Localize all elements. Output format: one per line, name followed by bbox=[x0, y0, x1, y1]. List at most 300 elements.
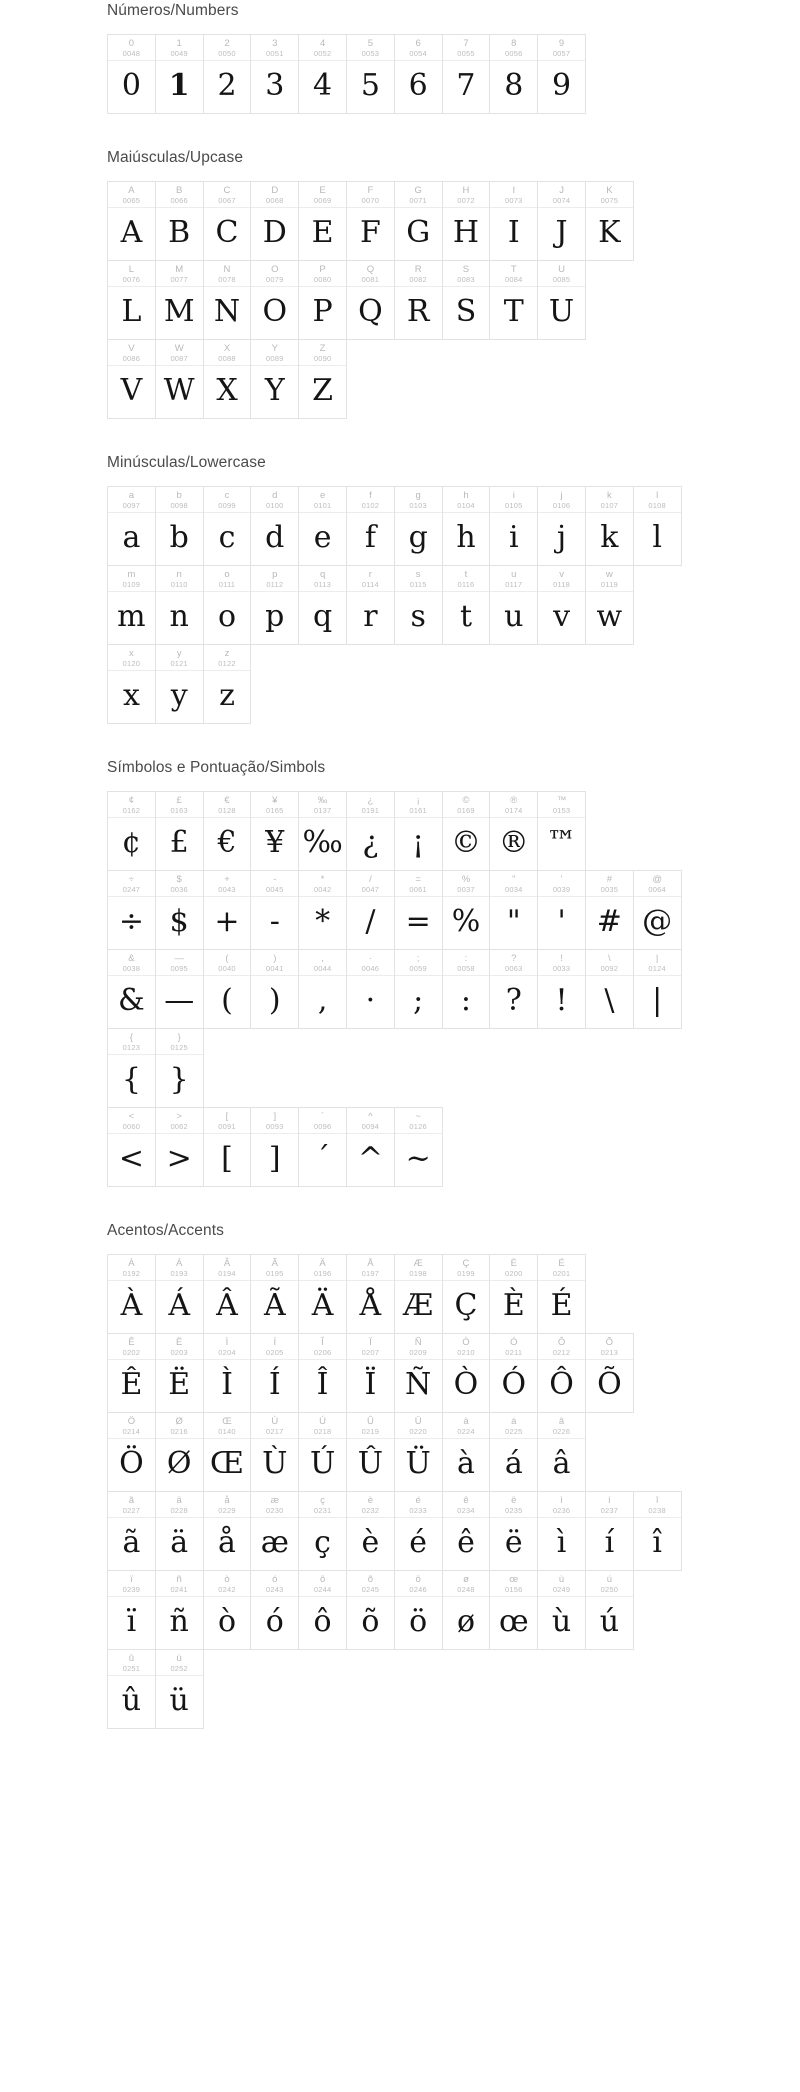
glyph-cell[interactable] bbox=[203, 1254, 252, 1334]
glyph-cell[interactable] bbox=[585, 949, 634, 1029]
glyph-code: 0049 bbox=[170, 49, 188, 58]
glyph-section bbox=[0, 452, 800, 723]
glyph-code: 0242 bbox=[218, 1585, 236, 1594]
glyph-sample: 2 bbox=[217, 68, 237, 103]
glyph-sample: Õ bbox=[597, 1367, 622, 1402]
glyph-cell[interactable] bbox=[298, 791, 347, 871]
glyph-row bbox=[107, 486, 693, 565]
glyph-sample: | bbox=[652, 983, 663, 1018]
glyph-cell[interactable] bbox=[298, 181, 347, 261]
glyph-cell[interactable] bbox=[298, 260, 347, 340]
glyph-sample: P bbox=[312, 294, 333, 329]
glyph-code: 0117 bbox=[505, 580, 523, 589]
glyph-cell[interactable] bbox=[346, 260, 395, 340]
glyph-cell[interactable] bbox=[203, 486, 252, 566]
glyph-label: C bbox=[223, 185, 231, 196]
glyph-cell[interactable] bbox=[203, 339, 252, 419]
glyph-cell[interactable] bbox=[394, 1570, 443, 1650]
glyph-cell[interactable] bbox=[489, 1333, 538, 1413]
glyph-label: 6 bbox=[415, 38, 421, 49]
glyph-cell[interactable] bbox=[489, 486, 538, 566]
glyph-sample: ® bbox=[498, 825, 529, 860]
glyph-cell[interactable] bbox=[346, 486, 395, 566]
glyph-cell[interactable] bbox=[203, 791, 252, 871]
glyph-cell[interactable] bbox=[585, 1491, 634, 1571]
glyph-meta bbox=[395, 1571, 442, 1597]
glyph-cell[interactable] bbox=[585, 1333, 634, 1413]
glyph-meta bbox=[490, 1492, 537, 1518]
glyph-meta bbox=[347, 792, 394, 818]
glyph-sample: æ bbox=[260, 1525, 289, 1560]
glyph-cell[interactable] bbox=[442, 791, 491, 871]
glyph-cell[interactable] bbox=[442, 1570, 491, 1650]
glyph-sample: X bbox=[216, 373, 238, 408]
glyph-sample: ´ bbox=[315, 1141, 331, 1176]
glyph-cell[interactable] bbox=[585, 1570, 634, 1650]
glyph-cell[interactable] bbox=[155, 565, 204, 645]
glyph-cell[interactable] bbox=[537, 34, 586, 114]
glyph-cell[interactable] bbox=[346, 1570, 395, 1650]
glyph-cell[interactable] bbox=[537, 1491, 586, 1571]
glyph-label: ö bbox=[415, 1574, 421, 1585]
glyph-code: 0204 bbox=[218, 1348, 236, 1357]
glyph-code: 0106 bbox=[552, 501, 571, 510]
glyph-meta bbox=[490, 1571, 537, 1597]
glyph-code: 0203 bbox=[170, 1348, 188, 1357]
glyph-code: 0080 bbox=[313, 275, 332, 284]
glyph-cell[interactable] bbox=[442, 949, 491, 1029]
glyph-cell[interactable] bbox=[250, 870, 299, 950]
glyph-cell[interactable] bbox=[250, 181, 299, 261]
glyph-label: ) bbox=[273, 953, 277, 964]
glyph-cell[interactable] bbox=[537, 1412, 586, 1492]
glyph-cell[interactable] bbox=[203, 260, 252, 340]
glyph-code: 0250 bbox=[600, 1585, 619, 1594]
glyph-meta bbox=[443, 1413, 490, 1439]
glyph-meta bbox=[156, 950, 203, 976]
glyph-label: X bbox=[223, 343, 231, 354]
glyph-section bbox=[0, 147, 800, 418]
glyph-cell[interactable] bbox=[250, 486, 299, 566]
glyph-meta bbox=[251, 487, 298, 513]
glyph-cell[interactable] bbox=[442, 1254, 491, 1334]
glyph-cell[interactable] bbox=[442, 870, 491, 950]
glyph-cell[interactable] bbox=[203, 1412, 252, 1492]
glyph-cell[interactable] bbox=[250, 339, 299, 419]
glyph-sample: Ä bbox=[311, 1288, 334, 1323]
glyph-cell[interactable] bbox=[250, 1333, 299, 1413]
glyph-cell[interactable] bbox=[489, 1412, 538, 1492]
glyph-code: 0124 bbox=[648, 964, 666, 973]
glyph-cell[interactable] bbox=[155, 339, 204, 419]
glyph-sample: r bbox=[363, 599, 378, 634]
glyph-label: ø bbox=[463, 1574, 469, 1585]
glyph-code: 0033 bbox=[552, 964, 571, 973]
glyph-code: 0118 bbox=[553, 580, 571, 589]
glyph-meta bbox=[395, 871, 442, 897]
glyph-sample: ? bbox=[505, 983, 522, 1018]
glyph-sample: 5 bbox=[360, 68, 380, 103]
glyph-cell[interactable] bbox=[298, 565, 347, 645]
glyph-sample: / bbox=[365, 904, 376, 939]
glyph-sample: Ö bbox=[119, 1446, 144, 1481]
glyph-cell[interactable] bbox=[250, 949, 299, 1029]
glyph-cell[interactable] bbox=[155, 644, 204, 724]
glyph-cell[interactable] bbox=[537, 181, 586, 261]
glyph-cell[interactable] bbox=[107, 1254, 156, 1334]
glyph-cell[interactable] bbox=[155, 949, 204, 1029]
glyph-meta bbox=[347, 261, 394, 287]
glyph-sample: í bbox=[604, 1525, 615, 1560]
glyph-label: p bbox=[272, 569, 278, 580]
glyph-cell[interactable] bbox=[155, 1028, 204, 1108]
glyph-cell[interactable] bbox=[346, 870, 395, 950]
glyph-meta bbox=[490, 261, 537, 287]
glyph-meta bbox=[538, 792, 585, 818]
glyph-cell[interactable] bbox=[250, 791, 299, 871]
glyph-cell[interactable] bbox=[250, 1491, 299, 1571]
glyph-cell[interactable] bbox=[633, 486, 682, 566]
glyph-sample: j bbox=[556, 520, 567, 555]
glyph-code: 0243 bbox=[266, 1585, 284, 1594]
glyph-label: z bbox=[224, 648, 230, 659]
glyph-cell[interactable] bbox=[155, 1254, 204, 1334]
glyph-meta bbox=[538, 487, 585, 513]
glyph-label: Q bbox=[366, 264, 375, 275]
glyph-cell[interactable] bbox=[155, 1107, 204, 1187]
glyph-label: u bbox=[511, 569, 517, 580]
glyph-cell[interactable] bbox=[155, 870, 204, 950]
glyph-meta bbox=[251, 1571, 298, 1597]
glyph-cell[interactable] bbox=[107, 1107, 156, 1187]
glyph-cell[interactable] bbox=[203, 34, 252, 114]
glyph-sample: ~ bbox=[405, 1141, 431, 1176]
glyph-cell[interactable] bbox=[298, 1412, 347, 1492]
glyph-label: " bbox=[512, 874, 516, 885]
glyph-sample: y bbox=[170, 678, 188, 713]
glyph-row bbox=[107, 1649, 693, 1728]
glyph-cell[interactable] bbox=[203, 1491, 252, 1571]
glyph-cell[interactable] bbox=[394, 791, 443, 871]
glyph-cell[interactable] bbox=[155, 1412, 204, 1492]
glyph-cell[interactable] bbox=[585, 486, 634, 566]
glyph-cell[interactable] bbox=[346, 34, 395, 114]
glyph-sample: f bbox=[364, 520, 376, 555]
glyph-label: W bbox=[174, 343, 184, 354]
glyph-cell[interactable] bbox=[394, 1254, 443, 1334]
glyph-cell[interactable] bbox=[394, 34, 443, 114]
glyph-cell[interactable] bbox=[155, 260, 204, 340]
glyph-sample: a bbox=[122, 520, 141, 555]
glyph-sample: q bbox=[312, 599, 333, 634]
glyph-meta bbox=[156, 1255, 203, 1281]
glyph-cell[interactable] bbox=[489, 260, 538, 340]
glyph-cell[interactable] bbox=[537, 791, 586, 871]
glyph-cell[interactable] bbox=[585, 565, 634, 645]
glyph-cell[interactable] bbox=[394, 1412, 443, 1492]
glyph-sample: ô bbox=[313, 1604, 332, 1639]
glyph-cell[interactable] bbox=[346, 1412, 395, 1492]
glyph-code: 0200 bbox=[505, 1269, 523, 1278]
glyph-cell[interactable] bbox=[537, 949, 586, 1029]
glyph-cell[interactable] bbox=[203, 949, 252, 1029]
glyph-cell[interactable] bbox=[298, 1107, 347, 1187]
glyph-label: Æ bbox=[413, 1258, 423, 1269]
glyph-code: 0043 bbox=[218, 885, 236, 894]
glyph-cell[interactable] bbox=[346, 1491, 395, 1571]
glyph-cell[interactable] bbox=[203, 565, 252, 645]
glyph-cell[interactable] bbox=[442, 486, 491, 566]
glyph-cell[interactable] bbox=[155, 1333, 204, 1413]
glyph-cell[interactable] bbox=[346, 565, 395, 645]
glyph-cell[interactable] bbox=[107, 181, 156, 261]
glyph-cell[interactable] bbox=[250, 260, 299, 340]
glyph-cell[interactable] bbox=[537, 565, 586, 645]
glyph-sample: C bbox=[215, 215, 239, 250]
glyph-code: 0195 bbox=[266, 1269, 284, 1278]
glyph-cell[interactable] bbox=[298, 1570, 347, 1650]
glyph-cell[interactable] bbox=[203, 1570, 252, 1650]
glyph-label: 9 bbox=[558, 38, 565, 49]
glyph-sample: p bbox=[265, 599, 285, 634]
glyph-cell[interactable] bbox=[489, 181, 538, 261]
glyph-cell[interactable] bbox=[346, 1333, 395, 1413]
glyph-cell[interactable] bbox=[442, 260, 491, 340]
glyph-sample: Ç bbox=[454, 1288, 478, 1323]
glyph-cell[interactable] bbox=[346, 1107, 395, 1187]
glyph-cell[interactable] bbox=[155, 181, 204, 261]
glyph-sample: L bbox=[121, 294, 142, 329]
glyph-cell[interactable] bbox=[298, 1254, 347, 1334]
glyph-cell[interactable] bbox=[537, 1254, 586, 1334]
glyph-meta bbox=[299, 871, 346, 897]
glyph-cell[interactable] bbox=[394, 565, 443, 645]
glyph-meta bbox=[108, 1492, 155, 1518]
glyph-meta bbox=[108, 871, 155, 897]
glyph-meta bbox=[538, 1334, 585, 1360]
glyph-meta bbox=[395, 261, 442, 287]
glyph-cell[interactable] bbox=[537, 260, 586, 340]
glyph-cell[interactable] bbox=[107, 1649, 156, 1729]
glyph-code: 0102 bbox=[361, 501, 380, 510]
glyph-code: 0071 bbox=[409, 196, 427, 205]
glyph-code: 0113 bbox=[314, 580, 332, 589]
glyph-label: Ê bbox=[128, 1337, 135, 1348]
glyph-cell[interactable] bbox=[107, 870, 156, 950]
glyph-code: 0137 bbox=[313, 806, 332, 815]
glyph-cell[interactable] bbox=[107, 34, 156, 114]
glyph-cell[interactable] bbox=[298, 339, 347, 419]
glyph-cell[interactable] bbox=[107, 260, 156, 340]
glyph-cell[interactable] bbox=[537, 1570, 586, 1650]
glyph-meta bbox=[156, 792, 203, 818]
glyph-label: ¡ bbox=[416, 795, 420, 806]
glyph-cell[interactable] bbox=[203, 181, 252, 261]
glyph-label: À bbox=[128, 1258, 135, 1269]
glyph-row bbox=[107, 260, 693, 339]
glyph-cell[interactable] bbox=[107, 1491, 156, 1571]
glyph-sample: e bbox=[313, 520, 332, 555]
glyph-cell[interactable] bbox=[633, 870, 682, 950]
glyph-label: Ô bbox=[557, 1337, 566, 1348]
glyph-cell[interactable] bbox=[107, 486, 156, 566]
glyph-label: + bbox=[224, 874, 230, 885]
glyph-cell[interactable] bbox=[250, 1254, 299, 1334]
glyph-meta bbox=[251, 340, 298, 366]
glyph-cell[interactable] bbox=[155, 486, 204, 566]
glyph-cell[interactable] bbox=[250, 1107, 299, 1187]
glyph-label: j bbox=[560, 490, 563, 501]
glyph-cell[interactable] bbox=[155, 1491, 204, 1571]
glyph-sample: Ô bbox=[549, 1367, 574, 1402]
glyph-code: 0246 bbox=[409, 1585, 427, 1594]
glyph-sample: É bbox=[550, 1288, 573, 1323]
glyph-cell[interactable] bbox=[489, 34, 538, 114]
glyph-cell[interactable] bbox=[155, 34, 204, 114]
glyph-cell[interactable] bbox=[298, 1491, 347, 1571]
glyph-code: 0211 bbox=[505, 1348, 523, 1357]
glyph-cell[interactable] bbox=[203, 1333, 252, 1413]
glyph-cell[interactable] bbox=[298, 34, 347, 114]
glyph-code: 0207 bbox=[361, 1348, 380, 1357]
glyph-label: Í bbox=[273, 1337, 277, 1348]
glyph-cell[interactable] bbox=[298, 486, 347, 566]
glyph-cell[interactable] bbox=[394, 1333, 443, 1413]
glyph-cell[interactable] bbox=[107, 1412, 156, 1492]
glyph-cell[interactable] bbox=[107, 339, 156, 419]
glyph-code: 0213 bbox=[600, 1348, 619, 1357]
glyph-label: { bbox=[129, 1032, 133, 1043]
glyph-cell[interactable] bbox=[250, 34, 299, 114]
glyph-sample: & bbox=[118, 983, 145, 1018]
glyph-meta bbox=[490, 1334, 537, 1360]
glyph-cell[interactable] bbox=[537, 486, 586, 566]
glyph-cell[interactable] bbox=[298, 1333, 347, 1413]
glyph-cell[interactable] bbox=[442, 181, 491, 261]
glyph-cell[interactable] bbox=[394, 486, 443, 566]
glyph-meta bbox=[108, 950, 155, 976]
glyph-cell[interactable] bbox=[633, 949, 682, 1029]
glyph-cell[interactable] bbox=[394, 181, 443, 261]
glyph-cell[interactable] bbox=[537, 870, 586, 950]
glyph-cell[interactable] bbox=[394, 870, 443, 950]
glyph-cell[interactable] bbox=[346, 1254, 395, 1334]
glyph-cell[interactable] bbox=[155, 1570, 204, 1650]
glyph-cell[interactable] bbox=[346, 949, 395, 1029]
glyph-cell[interactable] bbox=[107, 644, 156, 724]
glyph-cell[interactable] bbox=[107, 1333, 156, 1413]
glyph-sample: Ë bbox=[168, 1367, 191, 1402]
glyph-cell[interactable] bbox=[107, 949, 156, 1029]
glyph-code: 0119 bbox=[600, 580, 618, 589]
glyph-cell[interactable] bbox=[203, 870, 252, 950]
glyph-cell[interactable] bbox=[250, 1412, 299, 1492]
glyph-cell[interactable] bbox=[489, 949, 538, 1029]
glyph-cell[interactable] bbox=[489, 565, 538, 645]
glyph-cell[interactable] bbox=[250, 565, 299, 645]
glyph-cell[interactable] bbox=[489, 1570, 538, 1650]
glyph-cell[interactable] bbox=[585, 181, 634, 261]
glyph-label: 8 bbox=[511, 38, 517, 49]
glyph-cell[interactable] bbox=[155, 1649, 204, 1729]
glyph-cell[interactable] bbox=[107, 1028, 156, 1108]
glyph-sample: ì bbox=[556, 1525, 567, 1560]
glyph-sample: h bbox=[456, 520, 476, 555]
glyph-meta bbox=[586, 950, 633, 976]
glyph-code: 0114 bbox=[361, 580, 379, 589]
glyph-sample: , bbox=[317, 983, 328, 1018]
glyph-label: Ö bbox=[127, 1416, 136, 1427]
glyph-meta bbox=[490, 35, 537, 61]
glyph-cell[interactable] bbox=[346, 791, 395, 871]
glyph-cell[interactable] bbox=[442, 565, 491, 645]
glyph-label: l bbox=[656, 490, 659, 501]
glyph-cell[interactable] bbox=[633, 1491, 682, 1571]
glyph-cell[interactable] bbox=[442, 1491, 491, 1571]
glyph-sample: Æ bbox=[403, 1288, 434, 1323]
glyph-cell[interactable] bbox=[585, 870, 634, 950]
glyph-label: ó bbox=[272, 1574, 278, 1585]
glyph-cell[interactable] bbox=[489, 1491, 538, 1571]
glyph-cell[interactable] bbox=[442, 34, 491, 114]
glyph-cell[interactable] bbox=[203, 644, 252, 724]
glyph-label: Å bbox=[367, 1258, 374, 1269]
glyph-label: ; bbox=[416, 953, 420, 964]
glyph-sample: ö bbox=[409, 1604, 428, 1639]
glyph-label: ( bbox=[225, 953, 229, 964]
glyph-cell[interactable] bbox=[394, 260, 443, 340]
glyph-cell[interactable] bbox=[394, 1107, 443, 1187]
glyph-sample: { bbox=[121, 1062, 141, 1097]
glyph-label: c bbox=[224, 490, 230, 501]
glyph-label: o bbox=[224, 569, 230, 580]
glyph-cell[interactable] bbox=[537, 1333, 586, 1413]
glyph-cell[interactable] bbox=[155, 791, 204, 871]
glyph-row bbox=[107, 791, 693, 870]
glyph-meta bbox=[204, 1334, 251, 1360]
glyph-cell[interactable] bbox=[442, 1412, 491, 1492]
glyph-code: 0228 bbox=[170, 1506, 188, 1515]
glyph-cell[interactable] bbox=[489, 870, 538, 950]
glyph-meta bbox=[156, 1650, 203, 1676]
glyph-cell[interactable] bbox=[250, 1570, 299, 1650]
glyph-meta bbox=[634, 1492, 681, 1518]
glyph-cell[interactable] bbox=[442, 1333, 491, 1413]
glyph-cell[interactable] bbox=[298, 870, 347, 950]
glyph-cell[interactable] bbox=[489, 1254, 538, 1334]
glyph-label: - bbox=[273, 874, 277, 885]
glyph-code: 0128 bbox=[218, 806, 236, 815]
glyph-cell[interactable] bbox=[394, 949, 443, 1029]
glyph-cell[interactable] bbox=[107, 791, 156, 871]
glyph-cell[interactable] bbox=[107, 565, 156, 645]
glyph-code: 0125 bbox=[170, 1043, 188, 1052]
glyph-cell[interactable] bbox=[298, 949, 347, 1029]
glyph-label: ç bbox=[320, 1495, 325, 1506]
glyph-row bbox=[107, 1107, 693, 1186]
glyph-sample: Ò bbox=[453, 1367, 479, 1402]
glyph-meta bbox=[443, 1334, 490, 1360]
glyph-label: ? bbox=[511, 953, 517, 964]
glyph-cell[interactable] bbox=[394, 1491, 443, 1571]
glyph-sample: # bbox=[596, 904, 622, 939]
glyph-meta bbox=[347, 1492, 394, 1518]
glyph-cell[interactable] bbox=[346, 181, 395, 261]
glyph-cell[interactable] bbox=[489, 791, 538, 871]
glyph-label: Z bbox=[319, 343, 326, 354]
glyph-cell[interactable] bbox=[107, 1570, 156, 1650]
glyph-cell[interactable] bbox=[203, 1107, 252, 1187]
